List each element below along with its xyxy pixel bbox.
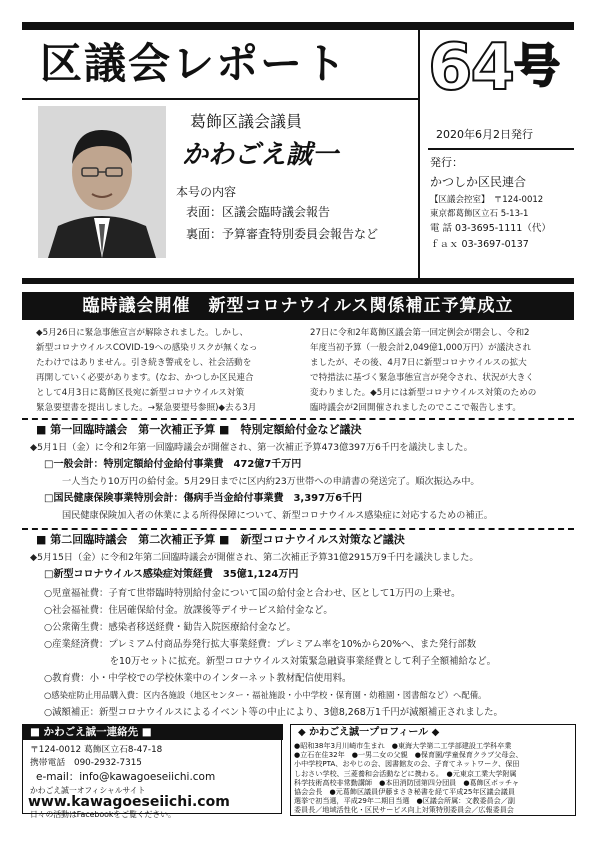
session1-item1-desc: 一人当たり10万円の給付金。5月29日までに区内約23万世帯への申請書の発送完了。順次振込み中。 bbox=[62, 476, 480, 487]
profile-line: ●昭和38年3月川崎市生まれ ●東海大学第二工学部建設工学科卒業 bbox=[294, 741, 512, 750]
contact-address: 〒124-0012 葛飾区立石8-47-18 bbox=[30, 745, 163, 755]
session1-lead: ◆5月1日（金）に令和2年第一回臨時議会が開催され、第一次補正予算473億397万6千円を議決しました。 bbox=[30, 442, 473, 453]
contact-email[interactable]: e-mail：info@kawagoeseiichi.com bbox=[36, 771, 216, 783]
session2-items bbox=[44, 585, 574, 721]
session2-item: ○公衆衛生費：感染者移送経費・勧告入院医療給付金など。 bbox=[44, 622, 296, 633]
issue-date: 2020年6月2日発行 bbox=[436, 128, 533, 141]
intro-line: 年度当初予算（一般会計2,049億1,000万円）が議決され bbox=[310, 343, 532, 353]
intro-line: ましたが、その後、4月7日に新型コロナウイルスの拡大 bbox=[310, 358, 527, 368]
intro-left-column bbox=[36, 326, 296, 416]
session2-heading: ■ 第二回臨時議会 第二次補正予算 ■ 新型コロナウイルス対策など議決 bbox=[36, 533, 405, 546]
facebook-note: 日々の活動はFacebookをご覧ください。 bbox=[30, 810, 176, 819]
date-rule bbox=[428, 148, 574, 150]
publisher-name: かつしか区民連合 bbox=[430, 175, 527, 189]
title-underline bbox=[22, 98, 418, 100]
intro-line: 再開していく必要があります。(なお、かつしか区民連合 bbox=[36, 373, 254, 383]
intro-line: 緊急要望書を提出しました。→緊急要望号参照)◆去る3月 bbox=[36, 403, 257, 413]
office-line1: 【区議会控室】 〒124-0012 bbox=[430, 195, 544, 205]
intro-line: ◆5月26日に緊急事態宣言が解除されました。しかし、 bbox=[36, 328, 249, 338]
profile-line: 科学技術高校非常勤講師 ●本田消防団第四分団員 ●葛飾区ボッチャ bbox=[294, 777, 519, 787]
session1-item2-title: □国民健康保険事業特別会計：傷病手当金給付事業費 3,397万6千円 bbox=[44, 493, 363, 504]
profile-line: 協会会長 ●元葛飾区議員伊藤まさき秘書を経て平成25年区議会議員 bbox=[294, 787, 515, 797]
contact-heading: ■ かわごえ誠一連絡先 ■ bbox=[22, 724, 283, 740]
member-name: かわごえ誠一 bbox=[182, 140, 339, 170]
intro-right-column bbox=[310, 326, 572, 416]
section-divider bbox=[22, 418, 574, 420]
contents-front: 表面：区議会臨時議会報告 bbox=[186, 205, 331, 219]
intro-line: で特措法に基づく緊急事態宣言が発令され、状況が大きく bbox=[310, 373, 534, 383]
headline-banner: 臨時議会開催 新型コロナウイルス関係補正予算成立 bbox=[22, 292, 574, 320]
issue-number: 64 bbox=[428, 31, 514, 105]
office-line2: 東京都葛飾区立石 5-13-1 bbox=[430, 209, 529, 219]
profile-lines bbox=[294, 741, 572, 815]
session2-item: を10万セットに拡充。新型コロナウイルス対策緊急融資事業経費として利子全額補給など。 bbox=[44, 656, 496, 667]
intro-line: たわけではありません。引き続き警戒をし、社会活動を bbox=[36, 358, 252, 368]
member-role: 葛飾区議会議員 bbox=[190, 112, 303, 131]
top-rule bbox=[22, 22, 574, 30]
office-fax: ｆａｘ 03-3697-0137 bbox=[430, 239, 529, 250]
intro-line: として4月3日に葛飾区長宛に新型コロナウイルス対策 bbox=[36, 388, 245, 398]
intro-line: 新型コロナウイルスCOVID-19への感染リスクが無くなっ bbox=[36, 343, 258, 353]
intro-line: 臨時議会が2回開催されましたのでここで報告します。 bbox=[310, 403, 522, 413]
session2-item: ○感染症防止用品購入費：区内各施設（地区センター・福祉施設・小中学校・保育園・幼稚園・図書館など）へ配備。 bbox=[44, 690, 487, 700]
session2-item: ○産業経済費：プレミアム付商品券発行拡大事業経費：プレミアム率を10%から20%へ、また発行部数 bbox=[44, 639, 477, 650]
issue-suffix: 号 bbox=[514, 39, 560, 93]
session2-item: ○減額補正：新型コロナウイルスによるイベント等の中止により、3億8,268万1千円が減額補正されました。 bbox=[44, 707, 503, 718]
session2-item: ○教育費：小・中学校での学校休業中のインターネット教材配信使用料。 bbox=[44, 673, 352, 684]
masthead-bottom-rule bbox=[22, 278, 574, 284]
contents-back: 裏面：予算審査特別委員会報告など bbox=[186, 227, 379, 241]
session1-item1-title: □一般会計：特別定額給付金給付事業費 472億7千万円 bbox=[44, 459, 302, 470]
intro-line: 27日に令和2年葛飾区議会第一回定例会が閉会し、令和2 bbox=[310, 328, 530, 338]
session1-item2-desc: 国民健康保険加入者の休業による所得保障について、新型コロナウイルス感染症に対応するための補正。 bbox=[62, 510, 493, 521]
session1-heading: ■ 第一回臨時議会 第一次補正予算 ■ 特別定額給付金など議決 bbox=[36, 423, 362, 436]
profile-line: 委員長／地域活性化・区民サービス向上対策特別委員会／広報委員会 bbox=[294, 805, 514, 815]
publisher-label: 発行： bbox=[430, 156, 463, 169]
portrait-photo bbox=[38, 106, 166, 258]
contact-mobile: 携帯電話 090-2932-7315 bbox=[30, 758, 142, 768]
intro-line: 変わりました。◆5月には新型コロナウイルス対策のための bbox=[310, 388, 537, 398]
masthead-title: 区議会レポート bbox=[40, 39, 349, 88]
profile-heading: ◆ かわごえ誠一プロフィール ◆ bbox=[298, 727, 440, 738]
masthead-divider bbox=[418, 30, 420, 278]
office-tel: 電 話 03-3695-1111（代） bbox=[430, 223, 551, 234]
site-url[interactable]: www.kawagoeseiichi.com bbox=[28, 794, 230, 810]
contents-label: 本号の内容 bbox=[176, 185, 237, 199]
profile-line: しおさい学校、三菱養和会活動などに携わる。 ●元東京工業大学附属 bbox=[294, 768, 517, 778]
session2-item: ○社会福祉費：住居確保給付金。放課後等デイサービス給付金など。 bbox=[44, 605, 333, 616]
profile-line: ●立石在住32年 ●一男二女の父親 ●保育園/学童保育クラブ父母会、 bbox=[294, 750, 523, 760]
section-divider bbox=[22, 528, 574, 530]
session2-lead: ◆5月15日（金）に令和2年第二回臨時議会が開催され、第二次補正予算31億2915万9千円を議決しました。 bbox=[30, 552, 479, 563]
site-label: かわごえ誠一オフィシャルサイト bbox=[30, 786, 146, 795]
session2-item: ○児童福祉費：子育て世帯臨時特別給付金について国の給付金と合わせ、区として1万円の上乗せ。 bbox=[44, 588, 461, 599]
profile-line: 選挙で初当選，平成29年二期目当選 ●区議会所属：文教委員会／副 bbox=[294, 796, 515, 806]
session2-subhead: □新型コロナウイルス感染症対策経費 35億1,124万円 bbox=[44, 569, 299, 580]
profile-line: 小中学校PTA、おやじの会、図書館友の会、子育てネットワーク、保田 bbox=[294, 759, 520, 769]
